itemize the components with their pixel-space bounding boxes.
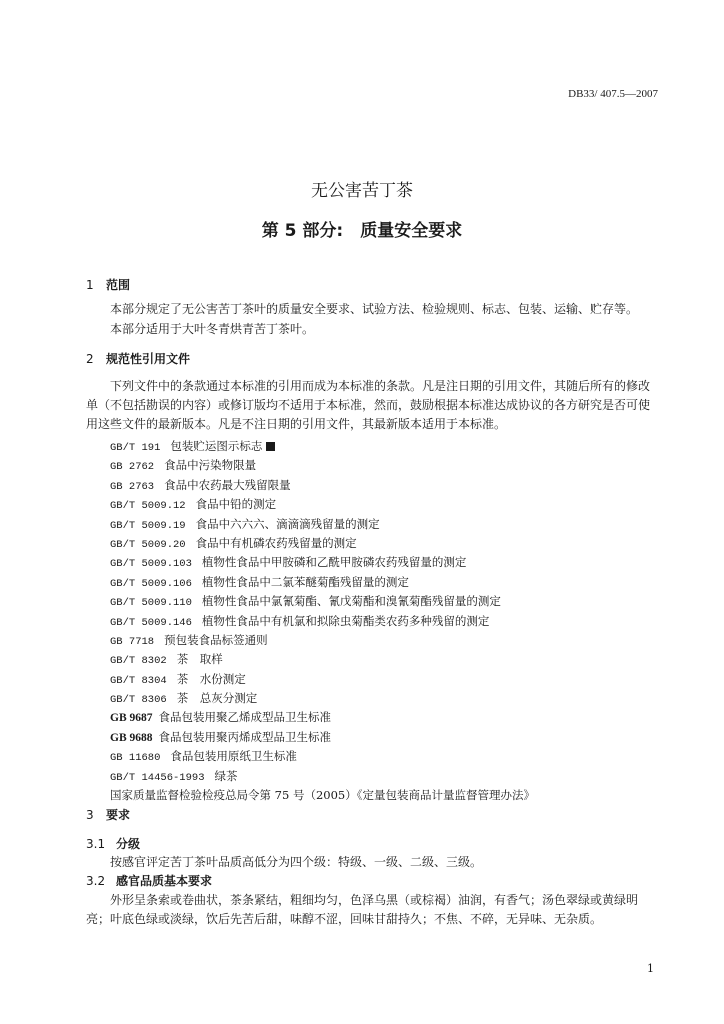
reference-title: 植物性食品中二氯苯醚菊酯残留量的测定 <box>201 574 409 589</box>
reference-item <box>110 747 535 766</box>
reference-title: 绿茶 <box>214 768 238 783</box>
reference-code: GB/T 8306 <box>110 694 167 707</box>
document-title: 无公害苦丁茶 <box>311 181 413 201</box>
reference-title: 茶 总灰分测定 <box>176 691 258 706</box>
reference-code: GB/T 5009.20 <box>110 538 186 551</box>
section-number: 2 <box>86 352 94 366</box>
section-number: 3 <box>86 808 94 822</box>
reference-item <box>110 767 535 786</box>
reference-code: GB/T 8304 <box>110 674 167 687</box>
reference-item-decree: 国家质量监督检验检疫总局令第 75 号（2005）《定量包装商品计量监督管理办法》 <box>110 788 535 803</box>
reference-code: GB 2763 <box>110 480 155 493</box>
reference-code: GB/T 8302 <box>110 655 167 668</box>
reference-code: GB 9688 <box>110 731 153 744</box>
subsection-number: 3.2 <box>86 874 106 888</box>
references-intro-paragraph: 下列文件中的条款通过本标准的引用而成为本标准的条款。凡是注日期的引用文件，其随后所有的修改单（不包括勘误的内容）或修订版均不适用于本标准，然而，鼓励根据本标准达成协议的各方研究是否可使用这些文件的最新版本。凡是不注日期的引用文件，其最新版本适用于本标准。 <box>86 379 651 431</box>
reference-code: GB 9687 <box>110 712 153 725</box>
reference-title: 食品包装用原纸卫生标准 <box>170 749 297 764</box>
reference-title: 茶 水份测定 <box>176 671 246 686</box>
section-1-heading <box>86 276 130 293</box>
document-subtitle: 第 5 部分: 质量安全要求 <box>261 221 463 241</box>
reference-item <box>110 689 535 708</box>
reference-item <box>110 553 535 572</box>
reference-title: 食品中铅的测定 <box>195 497 277 512</box>
reference-item <box>110 670 535 689</box>
reference-code: GB 11680 <box>110 752 161 765</box>
section-title: 范围 <box>106 278 131 292</box>
reference-title: 包装贮运图示标志 <box>170 439 263 453</box>
grading-paragraph: 按感官评定苦丁茶叶品质高低分为四个级：特级、一级、二级、三级。 <box>110 855 483 869</box>
reference-item <box>110 476 535 495</box>
reference-title: 食品包装用聚乙烯成型品卫生标准 <box>158 710 331 725</box>
reference-item <box>110 515 535 534</box>
reference-item <box>110 728 535 747</box>
sensory-quality-paragraph: 外形呈条索或卷曲状，茶条紧结，粗细均匀，色泽乌黑（或棕褐）油润，有香气；汤色翠绿或黄绿明亮；叶底色绿或淡绿，饮后先苦后甜，味醇不涩，回味甘甜持久；不焦、不碎，无异味、无杂质。 <box>86 893 639 926</box>
reference-title: 食品中农药最大残留限量 <box>164 477 291 492</box>
reference-code: GB 7718 <box>110 635 155 648</box>
reference-item <box>110 631 535 650</box>
subsection-3-1-heading <box>86 835 140 852</box>
reference-code: GB 2762 <box>110 461 155 474</box>
subsection-3-2-heading <box>86 872 212 889</box>
reference-title: 食品中污染物限量 <box>164 458 257 473</box>
reference-title: 植物性食品中氯氰菊酯、氰戊菊酯和溴氰菊酯残留量的测定 <box>201 594 501 609</box>
reference-code: GB/T 5009.146 <box>110 616 192 629</box>
reference-item <box>110 592 535 611</box>
section-number: 1 <box>86 278 94 292</box>
reference-title: 植物性食品中有机氯和拟除虫菊酯类农药多种残留的测定 <box>201 613 490 628</box>
reference-title: 植物性食品中甲胺磷和乙酰甲胺磷农药残留量的测定 <box>201 555 467 570</box>
reference-title: 食品包装用聚丙烯成型品卫生标准 <box>158 729 331 744</box>
scope-paragraph-2: 本部分适用于大叶冬青烘青苦丁茶叶。 <box>110 322 315 336</box>
reference-item <box>110 437 535 456</box>
reference-item <box>110 495 535 514</box>
reference-code: GB/T 5009.12 <box>110 500 186 513</box>
reference-code: GB/T 5009.106 <box>110 577 192 590</box>
subsection-number: 3.1 <box>86 837 106 851</box>
reference-title: 茶 取样 <box>176 652 223 667</box>
reference-item <box>110 708 535 727</box>
reference-title: 食品中六六六、滴滴滴残留量的测定 <box>195 516 380 531</box>
reference-item <box>110 534 535 553</box>
reference-code: GB/T 5009.103 <box>110 558 192 571</box>
section-2-heading <box>86 350 190 367</box>
section-title: 规范性引用文件 <box>106 352 191 366</box>
reference-item <box>110 650 535 669</box>
reference-code: GB/T 5009.19 <box>110 519 186 532</box>
section-3-heading <box>86 806 130 823</box>
black-square-icon <box>266 442 275 451</box>
reference-item <box>110 456 535 475</box>
subsection-title: 分级 <box>116 837 141 851</box>
reference-list <box>110 437 535 805</box>
section-title: 要求 <box>106 808 131 822</box>
reference-item <box>110 612 535 631</box>
reference-code: GB/T 14456-1993 <box>110 771 205 784</box>
reference-title: 预包装食品标签通则 <box>164 632 268 647</box>
reference-title: 食品中有机磷农药残留量的测定 <box>195 535 357 550</box>
document-code: DB33/ 407.5—2007 <box>568 88 658 100</box>
reference-code: GB/T 191 <box>110 442 161 454</box>
subsection-title: 感官品质基本要求 <box>116 874 213 888</box>
scope-paragraph-1: 本部分规定了无公害苦丁茶叶的质量安全要求、试验方法、检验规则、标志、包装、运输、贮存等。 <box>110 302 639 316</box>
reference-item <box>110 573 535 592</box>
reference-code: GB/T 5009.110 <box>110 597 192 610</box>
page-number: 1 <box>647 962 654 975</box>
